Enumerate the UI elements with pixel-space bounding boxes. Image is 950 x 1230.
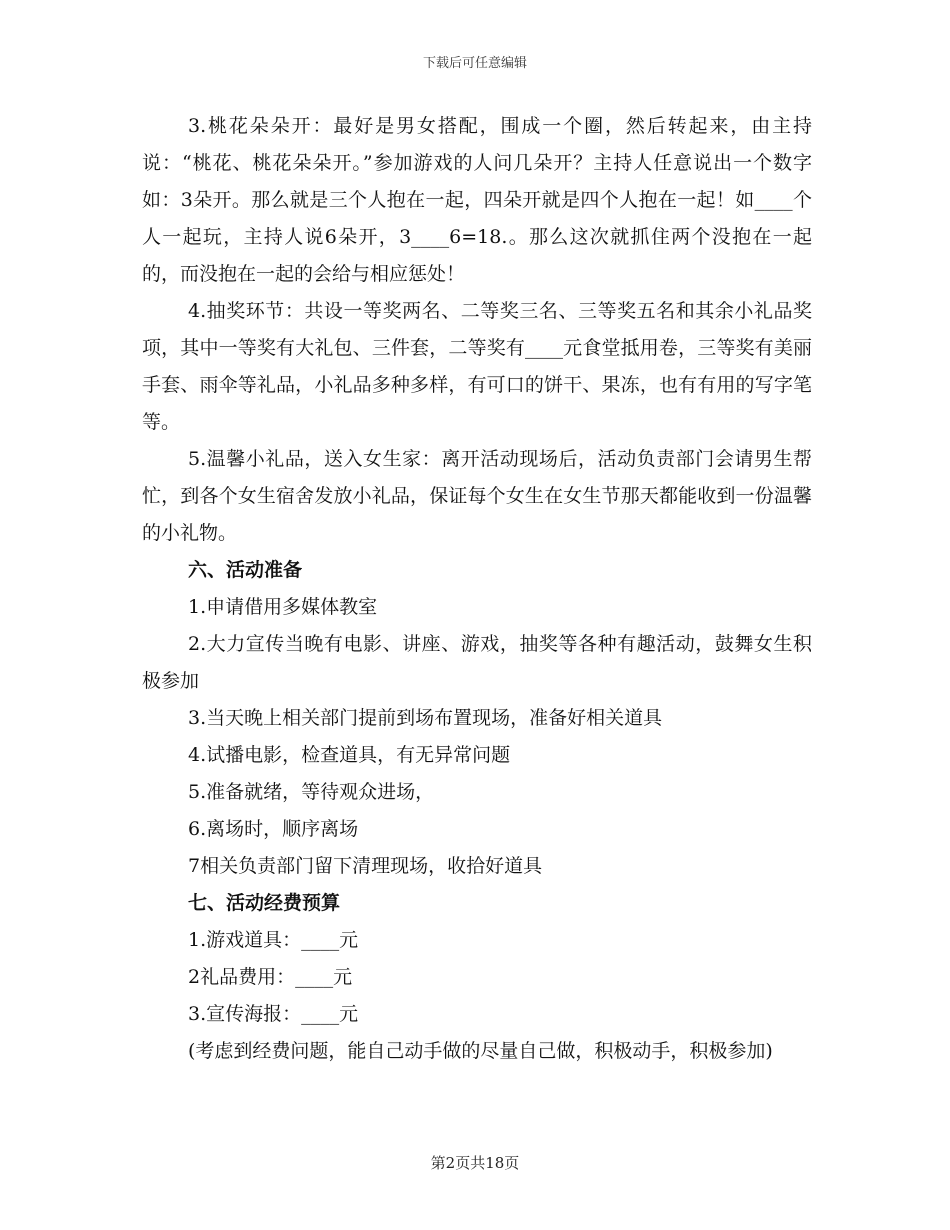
section-heading-budget: 七、活动经费预算 xyxy=(188,892,341,914)
budget-note: (考虑到经费问题，能自己动手做的尽量自己做，积极动手，积极参加) xyxy=(188,1040,773,1062)
prep-item-7: 7相关负责部门留下清理现场，收拾好道具 xyxy=(188,855,543,877)
page-number-footer: 第2页共18页 xyxy=(430,1154,520,1172)
page-header-note: 下载后可任意编辑 xyxy=(422,56,527,71)
budget-item-1: 1.游戏道具：____元 xyxy=(188,929,359,951)
budget-item-3: 3.宣传海报：____元 xyxy=(188,1003,359,1025)
prep-item-1: 1.申请借用多媒体教室 xyxy=(188,596,378,618)
prep-item-4: 4.试播电影，检查道具，有无异常问题 xyxy=(188,744,511,766)
prep-item-2: 2.大力宣传当晚有电影、讲座、游戏，抽奖等各种有趣活动，鼓舞女生积极参加 xyxy=(142,633,812,692)
section-heading-preparation: 六、活动准备 xyxy=(188,559,303,581)
paragraph-game-peach-blossom: 3.桃花朵朵开：最好是男女搭配，围成一个圈，然后转起来，由主持说：“桃花、桃花朵朵开。”参加游戏的人问几朵开？主持人任意说出一个数字如：3朵开。那么就是三个人抱在一起，四朵开就是四个人抱在一起！如____个人一起玩，主持人说6朵开，3____6=18.。那么这次就抓住两个没抱在一起的，而没抱在一起的会给与相应惩处！ xyxy=(142,115,812,285)
prep-item-5: 5.准备就绪，等待观众进场， xyxy=(188,781,435,803)
budget-item-2: 2礼品费用：____元 xyxy=(188,966,353,988)
prep-item-3: 3.当天晚上相关部门提前到场布置现场，准备好相关道具 xyxy=(188,707,663,729)
paragraph-lottery: 4.抽奖环节：共设一等奖两名、二等奖三名、三等奖五名和其余小礼品奖项，其中一等奖有大礼包、三件套，二等奖有____元食堂抵用卷，三等奖有美丽手套、雨伞等礼品，小礼品多种多样，有可口的饼干、果冻，也有有用的写字笔等。 xyxy=(142,300,812,433)
prep-item-6: 6.离场时，顺序离场 xyxy=(188,818,359,840)
paragraph-gifts: 5.温馨小礼品，送入女生家：离开活动现场后，活动负责部门会请男生帮忙，到各个女生宿舍发放小礼品，保证每个女生在女生节那天都能收到一份温馨的小礼物。 xyxy=(142,448,812,544)
document-body xyxy=(142,108,812,1070)
